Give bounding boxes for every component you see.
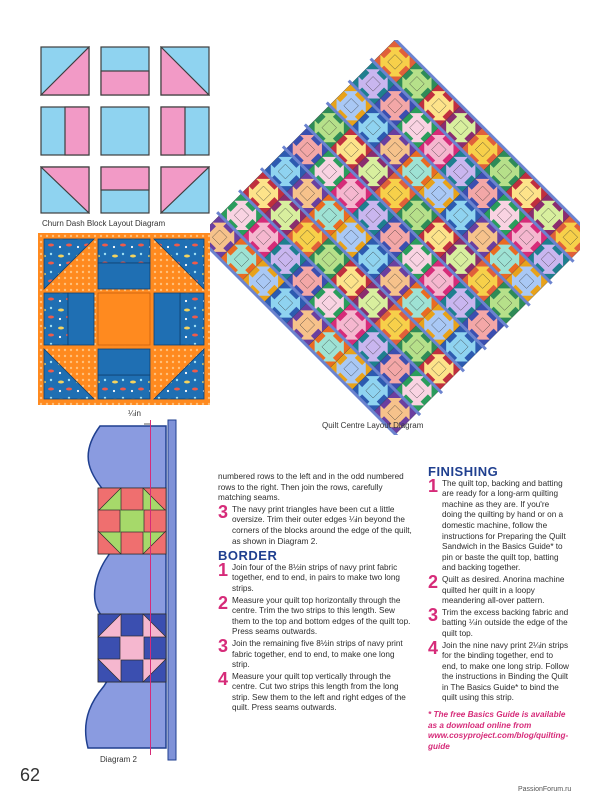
step-text: Measure your quilt top horizontally through the centre. Trim the two strips to this length. Sew them to the top and bottom edges of the quilt top. Press seams outwards. <box>232 595 411 637</box>
finishing-step-4 <box>428 637 570 705</box>
step-number: 1 <box>218 559 229 580</box>
border-step-1 <box>218 559 414 595</box>
page-number: 62 <box>20 765 41 785</box>
block-layout-caption: Churn Dash Block Layout Diagram <box>42 219 166 228</box>
step-number: 1 <box>428 475 439 496</box>
border-step-3 <box>218 635 414 671</box>
step-number: 3 <box>218 635 229 656</box>
finishing-step-3 <box>428 604 570 640</box>
step-text: Trim the excess backing fabric and batting ¼in outside the edge of the quilt top. <box>442 607 569 638</box>
step-text: Join the nine navy print 2¼in strips for the binding together, end to end, to make one long strip. Follow the instructions in Binding the Quilt in The Basics Guide* to bind the quilt using this strip. <box>442 640 569 703</box>
diagram-2 <box>58 418 183 763</box>
finishing-step-2 <box>428 571 570 607</box>
finishing-heading: FINISHING <box>428 464 499 479</box>
left-text-column <box>218 472 414 714</box>
quarter-inch-label: ¼in <box>128 409 141 418</box>
churn-dash-block-photo <box>38 233 210 405</box>
step-number: 3 <box>428 604 439 625</box>
step-number: 4 <box>218 668 229 689</box>
border-step-2 <box>218 592 414 638</box>
step-number: 3 <box>218 501 229 522</box>
right-text-column <box>428 464 570 752</box>
quilt-centre-caption: Quilt Centre Layout Diagram <box>322 421 424 430</box>
step-text: Measure your quilt top vertically through the centre. Cut two strips this length from the long strip. Sew them to the left and right edges of the quilt. Press seams outwards. <box>232 671 406 713</box>
step-text: The quilt top, backing and batting are ready for a long-arm quilting machine as they are. If you're doing the quilting by hand or on a domestic machine, follow the instructions for Preparing the Quilt Sandwich in the Basics Guide* to pin or baste the quilt top, batting and backing together. <box>442 478 566 573</box>
border-step-4 <box>218 668 414 714</box>
intro-paragraph: numbered rows to the left and in the odd numbered rows to the right. Then join the rows, carefully matching seams. <box>218 472 404 503</box>
step-text: Join the remaining five 8½in strips of navy print fabric together, end to end, to make one long strip. <box>232 638 403 670</box>
diagram-2-caption: Diagram 2 <box>100 755 137 764</box>
step-text: Quilt as desired. Anorina machine quilted her quilt in a loopy meandering all-over pattern. <box>442 574 565 606</box>
churn-dash-block-layout-diagram <box>40 46 210 214</box>
site-watermark: PassionForum.ru <box>518 786 572 793</box>
finishing-step-1 <box>428 475 570 574</box>
step-text: Join four of the 8½in strips of navy print fabric together, end to end, in pairs to make two long strips. <box>232 562 400 593</box>
step-text: The navy print triangles have been cut a little oversize. Trim their outer edges ¼in beyond the corners of the blocks around the edge of the quilt, as shown in Diagram 2. <box>232 504 412 546</box>
quilt-centre-layout-diagram <box>210 40 580 435</box>
basics-guide-note: * The free Basics Guide is available as a download online from www.cosyproject.com/blog/quilting-guide <box>428 710 569 751</box>
step-number: 2 <box>428 571 439 592</box>
step-3 <box>218 501 414 547</box>
border-heading: BORDER <box>218 548 278 564</box>
step-number: 4 <box>428 637 439 658</box>
step-number: 2 <box>218 592 229 613</box>
